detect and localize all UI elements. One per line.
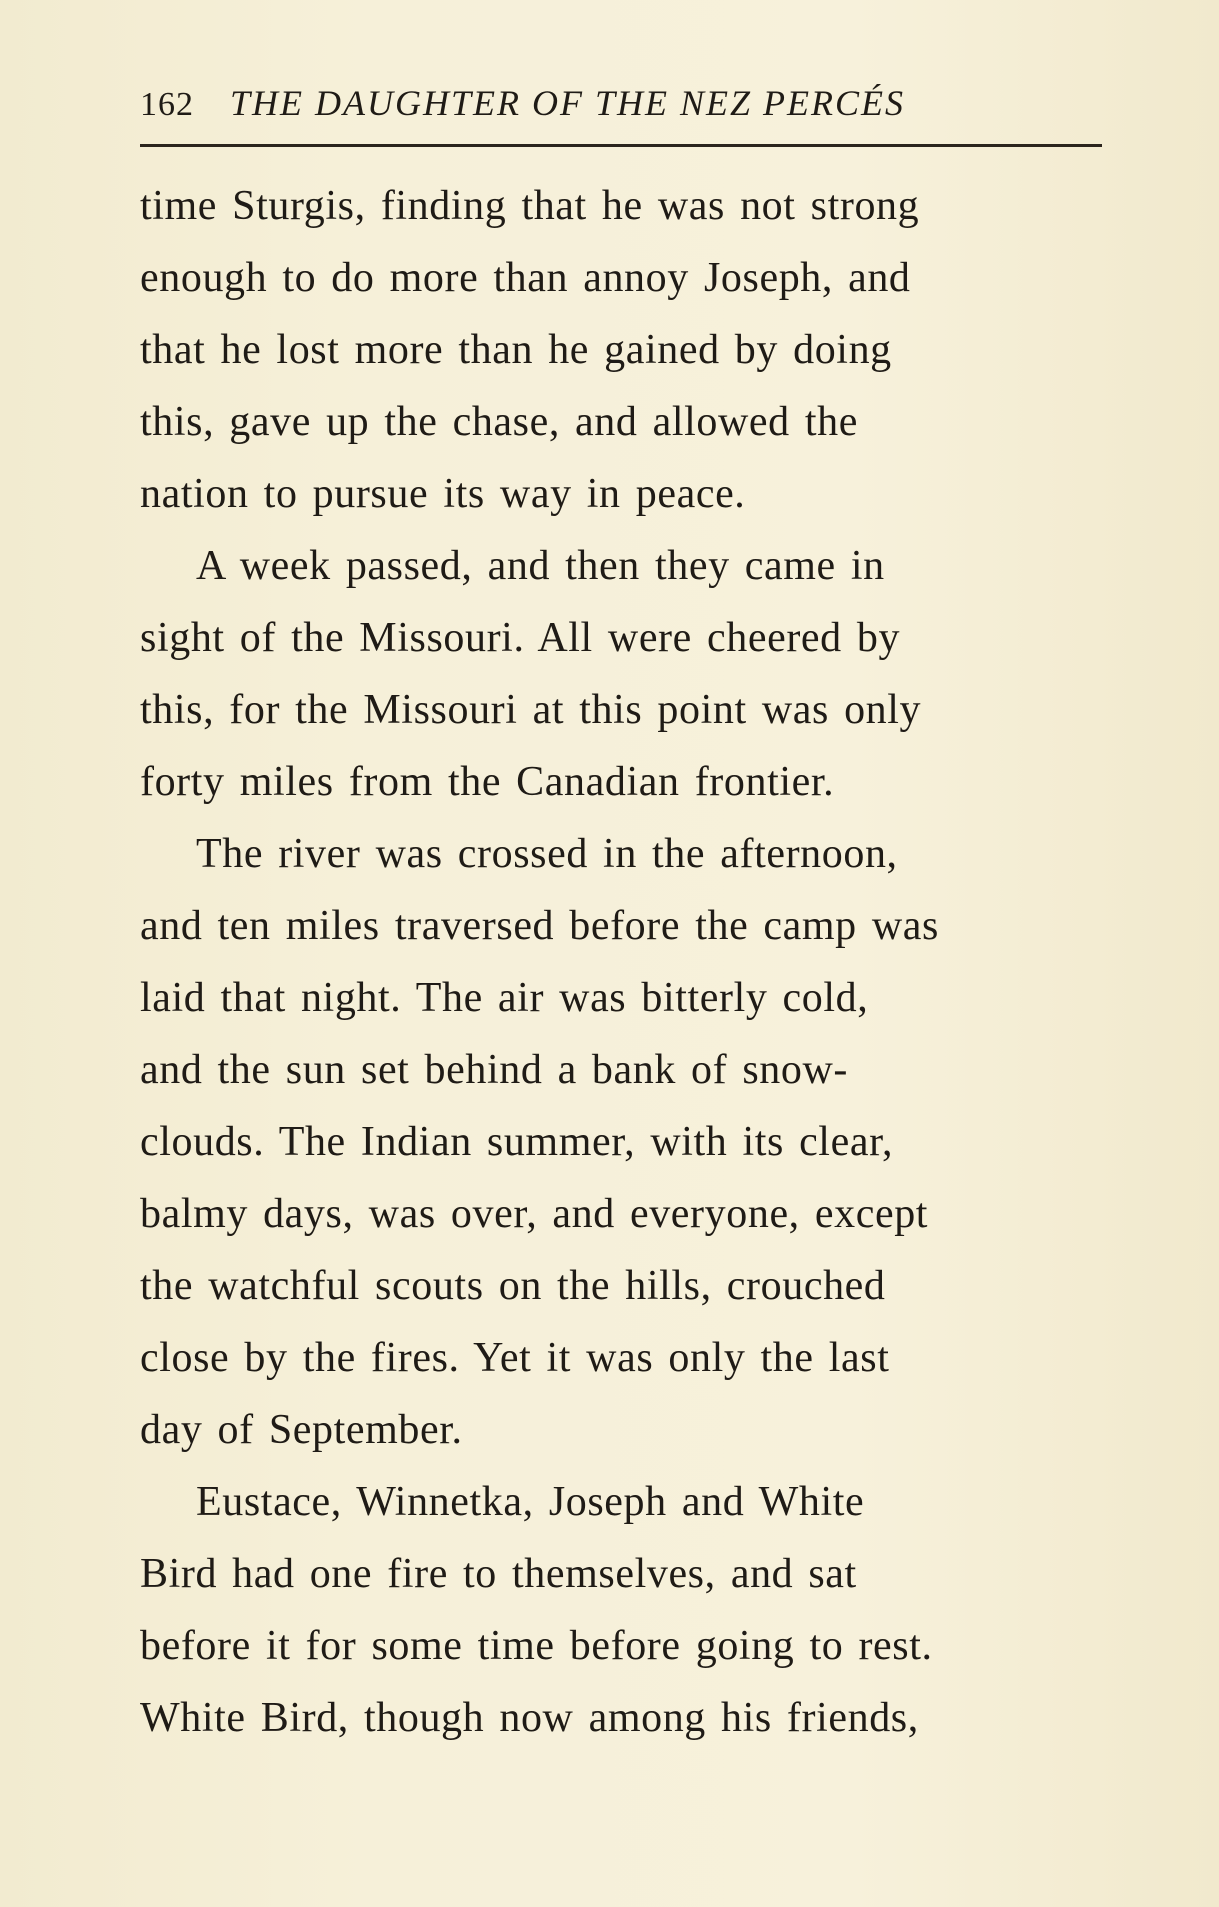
text-line: the watchful scouts on the hills, crouched: [140, 1263, 886, 1309]
text-line: Bird had one fire to themselves, and sat: [140, 1551, 857, 1597]
text-line: balmy days, was over, and everyone, except: [140, 1191, 929, 1237]
paragraph-first-line: Eustace, Winnetka, Joseph and White: [196, 1479, 865, 1525]
text-line: nation to pursue its way in peace.: [140, 471, 746, 517]
running-title: THE DAUGHTER OF THE NEZ PERCÉS: [230, 83, 905, 123]
paragraph-first-line: A week passed, and then they came in: [196, 543, 885, 589]
page-number: 162: [140, 86, 194, 123]
text-line: this, for the Missouri at this point was only: [140, 687, 922, 733]
text-line: White Bird, though now among his friends,: [140, 1695, 919, 1741]
running-head: [140, 78, 1100, 138]
text-line: this, gave up the chase, and allowed the: [140, 399, 858, 445]
text-line: forty miles from the Canadian frontier.: [140, 759, 835, 805]
text-line: sight of the Missouri. All were cheered by: [140, 615, 901, 661]
text-line: time Sturgis, finding that he was not strong: [140, 183, 920, 229]
text-line: close by the fires. Yet it was only the last: [140, 1335, 890, 1381]
text-line: and the sun set behind a bank of snow-: [140, 1047, 848, 1093]
text-line: laid that night. The air was bitterly cold,: [140, 975, 869, 1021]
body-text: [140, 170, 1120, 1754]
text-line: day of September.: [140, 1407, 463, 1453]
text-line: enough to do more than annoy Joseph, and: [140, 255, 911, 301]
header-rule: [140, 144, 1102, 147]
text-line: and ten miles traversed before the camp was: [140, 903, 939, 949]
text-line: clouds. The Indian summer, with its clear,: [140, 1119, 894, 1165]
text-line: that he lost more than he gained by doing: [140, 327, 892, 373]
text-line: before it for some time before going to rest.: [140, 1623, 933, 1669]
paragraph-first-line: The river was crossed in the afternoon,: [196, 831, 898, 877]
